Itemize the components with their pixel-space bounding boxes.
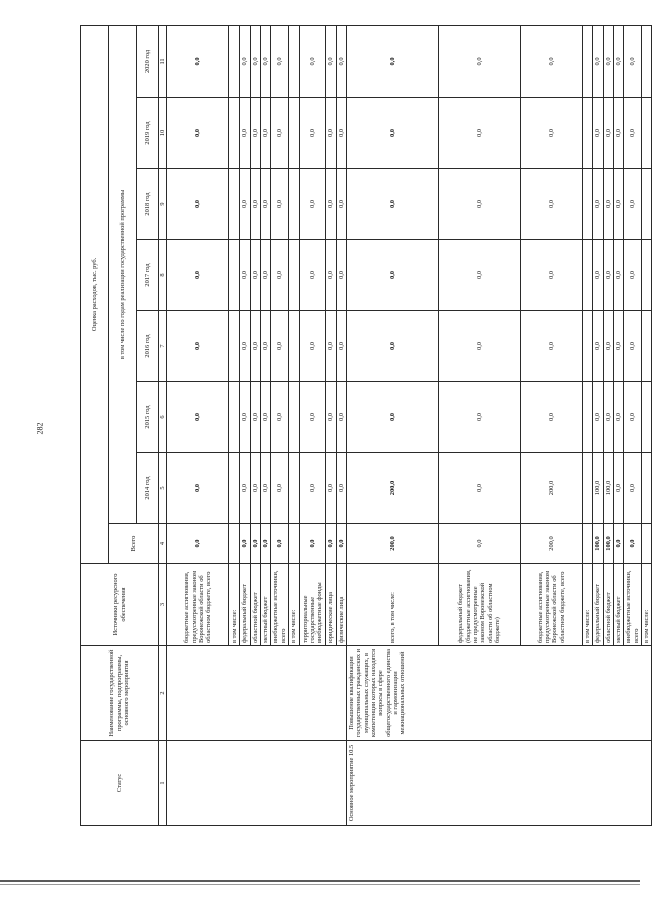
column-index: 1 [159, 741, 167, 826]
value-cell: 0,0 [613, 240, 623, 311]
value-cell [229, 382, 240, 453]
value-cell: 200,0 [520, 453, 582, 524]
value-cell: 0,0 [300, 453, 326, 524]
value-cell: 0,0 [271, 169, 289, 240]
scan-edge-line-2 [0, 884, 640, 885]
value-cell: 0,0 [167, 25, 229, 97]
value-cell: 0,0 [271, 524, 289, 564]
header-estimate: Оценка расходов, тыс. руб. [81, 25, 109, 563]
value-cell [642, 25, 652, 97]
value-cell: 0,0 [520, 311, 582, 382]
value-cell: 0,0 [593, 98, 603, 169]
value-cell: 0,0 [438, 524, 520, 564]
value-cell [582, 98, 592, 169]
value-cell: 0,0 [520, 25, 582, 97]
value-cell: 0,0 [300, 382, 326, 453]
value-cell: 0,0 [438, 240, 520, 311]
source-cell: местный бюджет [261, 564, 271, 646]
value-cell: 0,0 [300, 169, 326, 240]
source-cell: местный бюджет [613, 564, 623, 646]
value-cell: 0,0 [261, 453, 271, 524]
value-cell: 0,0 [520, 382, 582, 453]
value-cell: 0,0 [438, 25, 520, 97]
value-cell: 200,0 [346, 453, 438, 524]
value-cell: 0,0 [261, 240, 271, 311]
value-cell: 0,0 [326, 98, 336, 169]
value-cell: 0,0 [603, 25, 613, 97]
value-cell: 0,0 [271, 98, 289, 169]
value-cell [229, 169, 240, 240]
value-cell: 0,0 [326, 453, 336, 524]
column-index: 6 [159, 382, 167, 453]
value-cell: 100,0 [593, 453, 603, 524]
value-cell: 0,0 [261, 98, 271, 169]
value-cell: 0,0 [603, 169, 613, 240]
value-cell [642, 240, 652, 311]
value-cell: 0,0 [613, 453, 623, 524]
value-cell [289, 453, 300, 524]
value-cell: 0,0 [240, 311, 250, 382]
value-cell [582, 524, 592, 564]
value-cell: 100,0 [603, 524, 613, 564]
value-cell [582, 240, 592, 311]
value-cell: 100,0 [593, 524, 603, 564]
value-cell [289, 382, 300, 453]
source-cell: внебюджетные источники, всего [271, 564, 289, 646]
value-cell: 0,0 [603, 98, 613, 169]
value-cell [582, 453, 592, 524]
value-cell: 0,0 [624, 169, 642, 240]
page-number: 282 [35, 422, 45, 435]
table-row [167, 25, 229, 825]
value-cell: 0,0 [326, 382, 336, 453]
header-status: Статус [81, 741, 159, 826]
value-cell: 0,0 [167, 453, 229, 524]
value-cell: 0,0 [336, 25, 346, 97]
value-cell: 0,0 [346, 98, 438, 169]
column-index: 11 [159, 25, 167, 97]
source-cell: федеральный бюджет [240, 564, 250, 646]
source-cell: внебюджетные источники, всего [624, 564, 642, 646]
value-cell: 0,0 [438, 169, 520, 240]
value-cell: 0,0 [593, 382, 603, 453]
value-cell [229, 25, 240, 97]
value-cell [642, 98, 652, 169]
value-cell [289, 311, 300, 382]
column-index: 4 [159, 524, 167, 564]
value-cell: 0,0 [250, 25, 260, 97]
value-cell: 0,0 [613, 382, 623, 453]
column-index: 7 [159, 311, 167, 382]
value-cell: 0,0 [603, 382, 613, 453]
value-cell: 0,0 [261, 524, 271, 564]
value-cell: 0,0 [438, 453, 520, 524]
value-cell: 0,0 [300, 25, 326, 97]
source-cell: областной бюджет [603, 564, 613, 646]
scan-edge-line [0, 880, 640, 882]
column-index: 8 [159, 240, 167, 311]
value-cell [229, 453, 240, 524]
value-cell: 0,0 [438, 98, 520, 169]
value-cell: 0,0 [250, 453, 260, 524]
value-cell: 0,0 [167, 98, 229, 169]
value-cell: 0,0 [624, 524, 642, 564]
value-cell [582, 169, 592, 240]
value-cell: 0,0 [520, 169, 582, 240]
value-cell [229, 240, 240, 311]
header-year: 2018 год [137, 169, 159, 240]
value-cell: 0,0 [438, 382, 520, 453]
value-cell: 0,0 [603, 311, 613, 382]
value-cell [289, 98, 300, 169]
value-cell: 100,0 [603, 453, 613, 524]
value-cell: 0,0 [624, 382, 642, 453]
value-cell: 0,0 [271, 382, 289, 453]
source-cell: территориальные государственные внебюджетные фонды [300, 564, 326, 646]
value-cell: 0,0 [603, 240, 613, 311]
header-year: 2019 год [137, 98, 159, 169]
value-cell: 0,0 [593, 240, 603, 311]
column-index: 10 [159, 98, 167, 169]
value-cell [289, 169, 300, 240]
source-cell: федеральный бюджет [593, 564, 603, 646]
value-cell: 0,0 [300, 98, 326, 169]
source-cell: федеральный бюджет (бюджетные ассигнования, не предусмотренные законом Воронежской области об областном бюджете) [438, 564, 520, 646]
value-cell: 0,0 [240, 240, 250, 311]
value-cell: 0,0 [250, 524, 260, 564]
value-cell: 0,0 [346, 240, 438, 311]
value-cell: 0,0 [250, 169, 260, 240]
value-cell [582, 25, 592, 97]
source-cell: физические лица [336, 564, 346, 646]
value-cell: 0,0 [261, 382, 271, 453]
value-cell: 0,0 [326, 240, 336, 311]
table-row [346, 25, 438, 825]
value-cell: 0,0 [250, 382, 260, 453]
value-cell: 0,0 [593, 25, 603, 97]
program-name-cell [167, 646, 347, 741]
status-cell [167, 741, 347, 826]
value-cell: 0,0 [336, 169, 346, 240]
header-name: Наименование государственной программы, подпрограммы, основного мероприятия [81, 646, 159, 741]
value-cell: 0,0 [624, 311, 642, 382]
value-cell: 0,0 [326, 169, 336, 240]
column-index: 5 [159, 453, 167, 524]
value-cell: 0,0 [520, 98, 582, 169]
value-cell: 0,0 [240, 453, 250, 524]
source-cell: в том числе: [229, 564, 240, 646]
column-index: 9 [159, 169, 167, 240]
value-cell: 0,0 [300, 524, 326, 564]
value-cell: 0,0 [167, 524, 229, 564]
value-cell: 0,0 [300, 240, 326, 311]
value-cell: 0,0 [261, 311, 271, 382]
value-cell: 0,0 [271, 240, 289, 311]
header-year: 2015 год [137, 382, 159, 453]
header-total: Всего [109, 524, 159, 564]
value-cell [229, 311, 240, 382]
value-cell [229, 98, 240, 169]
source-cell: областной бюджет [250, 564, 260, 646]
header-year: 2016 год [137, 311, 159, 382]
value-cell: 0,0 [326, 25, 336, 97]
budget-table-sheet [80, 26, 651, 826]
source-cell: бюджетные ассигнования, предусмотренные законом Воронежской области об областном бюджете, всего [167, 564, 229, 646]
value-cell: 0,0 [438, 311, 520, 382]
value-cell: 0,0 [336, 98, 346, 169]
value-cell: 200,0 [346, 524, 438, 564]
value-cell: 200,0 [520, 524, 582, 564]
source-cell: всего, в том числе: [346, 564, 438, 646]
value-cell: 0,0 [336, 524, 346, 564]
value-cell: 0,0 [250, 311, 260, 382]
header-source: Источники ресурсного обеспечения [81, 564, 159, 646]
value-cell: 0,0 [300, 311, 326, 382]
value-cell: 0,0 [326, 524, 336, 564]
source-cell: бюджетные ассигнования, предусмотренные законом Воронежской области об областном бюджете, всего [520, 564, 582, 646]
source-cell: в том числе: [642, 564, 652, 646]
value-cell: 0,0 [250, 240, 260, 311]
value-cell: 0,0 [240, 382, 250, 453]
value-cell: 0,0 [613, 25, 623, 97]
value-cell: 0,0 [593, 311, 603, 382]
value-cell: 0,0 [261, 169, 271, 240]
value-cell: 0,0 [613, 524, 623, 564]
status-cell: Основное мероприятие 10.5 [346, 741, 652, 826]
source-cell: в том числе: [289, 564, 300, 646]
value-cell: 0,0 [271, 25, 289, 97]
value-cell [642, 453, 652, 524]
budget-table [80, 25, 652, 826]
value-cell: 0,0 [346, 382, 438, 453]
value-cell: 0,0 [271, 453, 289, 524]
value-cell: 0,0 [250, 98, 260, 169]
value-cell: 0,0 [624, 240, 642, 311]
value-cell: 0,0 [593, 169, 603, 240]
program-name-cell: Повышение квалификации государственных гражданских и муниципальных служащих, в компетенции которых находятся вопросы в сфере общегосударственного единства и гармонизации межнациональных отношений [346, 646, 652, 741]
value-cell: 0,0 [240, 25, 250, 97]
value-cell: 0,0 [624, 98, 642, 169]
value-cell: 0,0 [346, 311, 438, 382]
value-cell: 0,0 [336, 240, 346, 311]
value-cell: 0,0 [167, 382, 229, 453]
header-year: 2017 год [137, 240, 159, 311]
source-cell: в том числе: [582, 564, 592, 646]
value-cell [289, 240, 300, 311]
value-cell: 0,0 [624, 25, 642, 97]
value-cell: 0,0 [336, 382, 346, 453]
value-cell: 0,0 [624, 453, 642, 524]
value-cell: 0,0 [167, 240, 229, 311]
value-cell [642, 169, 652, 240]
value-cell: 0,0 [326, 311, 336, 382]
value-cell: 0,0 [336, 311, 346, 382]
value-cell [229, 524, 240, 564]
value-cell: 0,0 [240, 169, 250, 240]
value-cell: 0,0 [271, 311, 289, 382]
value-cell: 0,0 [520, 240, 582, 311]
value-cell [642, 524, 652, 564]
value-cell: 0,0 [613, 169, 623, 240]
value-cell [642, 382, 652, 453]
source-cell: юридические лица [326, 564, 336, 646]
column-index: 2 [159, 646, 167, 741]
value-cell: 0,0 [240, 524, 250, 564]
header-year: 2014 год [137, 453, 159, 524]
header-by-years: в том числе по годам реализации государственной программы [109, 25, 137, 523]
value-cell: 0,0 [336, 453, 346, 524]
value-cell [289, 25, 300, 97]
header-year: 2020 год [137, 25, 159, 97]
value-cell: 0,0 [261, 25, 271, 97]
value-cell [289, 524, 300, 564]
value-cell: 0,0 [346, 25, 438, 97]
value-cell [582, 311, 592, 382]
column-index: 3 [159, 564, 167, 646]
value-cell: 0,0 [346, 169, 438, 240]
value-cell: 0,0 [167, 169, 229, 240]
value-cell: 0,0 [613, 98, 623, 169]
value-cell: 0,0 [167, 311, 229, 382]
value-cell [582, 382, 592, 453]
value-cell: 0,0 [613, 311, 623, 382]
value-cell: 0,0 [240, 98, 250, 169]
value-cell [642, 311, 652, 382]
